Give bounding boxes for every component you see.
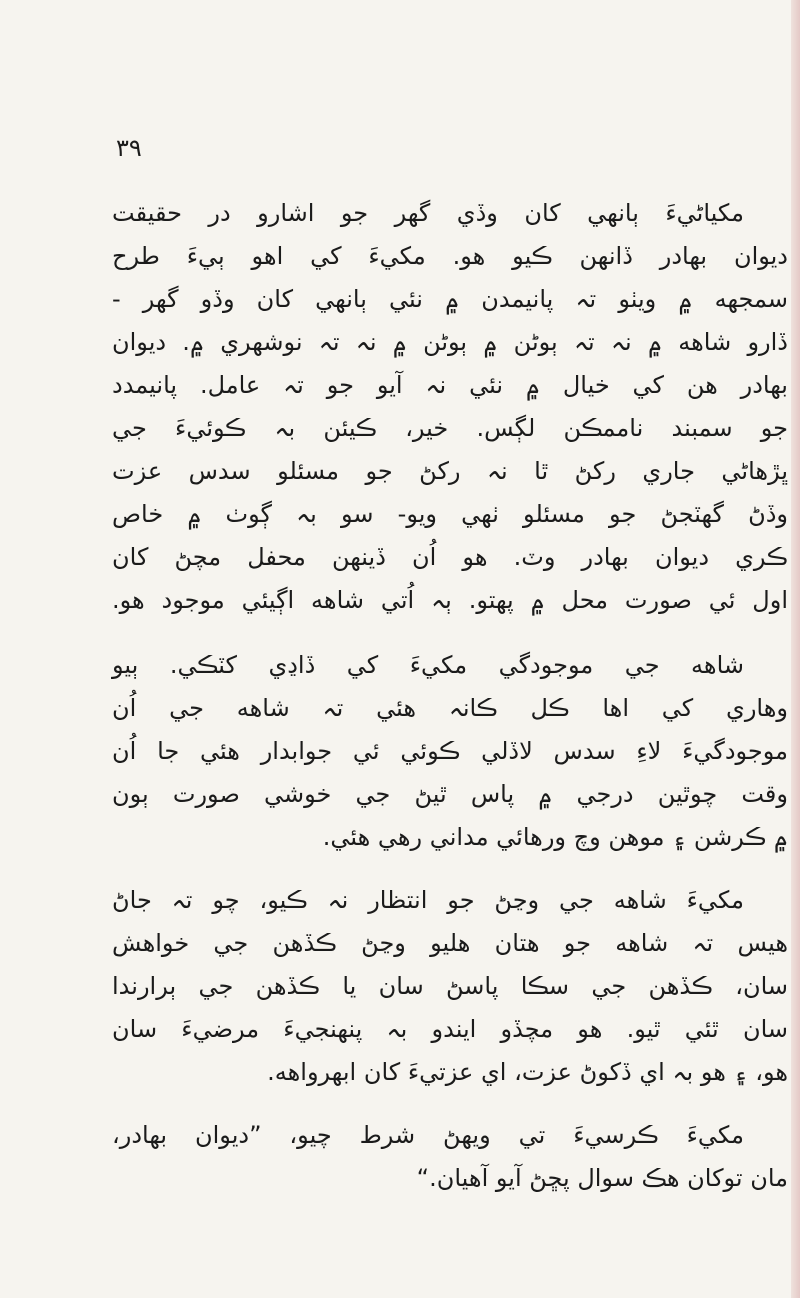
page-edge xyxy=(791,0,800,1298)
text-line: ڏارو شاهه ۾ نہ تہ ٻوڻن ۾ ٻوڻن ۾ نہ تہ نوشهري ۾. ديوان xyxy=(112,328,788,356)
text-line: مکيءَ ڪرسيءَ تي ويهڻ شرط چيو، ”ديوان بهادر، xyxy=(112,1121,744,1149)
text-line: هيس تہ شاهه جو هتان هليو وڃڻ ڪڏهن جي خواهش xyxy=(112,929,788,957)
text-line: وڏڻ گهٽجڻ جو مسئلو ٺهي ويو- سو بہ ڳوٺ ۾ خاص xyxy=(112,500,788,528)
text-line: ڪري ديوان بهادر وٽ. هو اُن ڏينهن محفل مچڻ کان xyxy=(112,543,788,571)
paragraph-1 xyxy=(112,192,788,622)
text-line: اول ئي صورت محل ۾ پهتو. ٻہ اُتي شاهه اڳيئي موجود هو. xyxy=(112,586,788,614)
text-line: وقت چوٿين درجي ۾ پاس ٿيڻ جي خوشي صورت ٻون xyxy=(112,780,788,808)
page-number: ٣٩ xyxy=(116,134,142,162)
text-line: ديوان بهادر ڏانهن ڪيو هو. مکيءَ کي اهو ٻيءَ طرح xyxy=(112,242,788,270)
text-line: مکيءَ شاهه جي وڃڻ جو انتظار نہ ڪيو، چو تہ جاڻ xyxy=(112,886,744,914)
text-line: هو، ۽ هو بہ اي ڏکوڻ عزت، اي عزتيءَ کان ابهرواهه. xyxy=(267,1058,788,1086)
text-line: ۾ ڪرشن ۽ موهن وچ ورهائي مداني رهي هئي. xyxy=(322,823,788,851)
text-line: ڀڙهاڻي جاري رکڻ ٿا نہ رکڻ جو مسئلو سدس عزت xyxy=(112,457,788,485)
text-line: موجودگيءَ لاءِ سدس لاڏلي ڪوئي ئي جوابدار هئي جا اُن xyxy=(112,737,788,765)
paragraph-3 xyxy=(112,879,788,1094)
text-line: جو سمبند ناممڪن لڳس. خير، ڪيئن بہ ڪوئيءَ جي xyxy=(112,414,788,442)
paragraph-2 xyxy=(112,644,788,859)
text-line: سمجهه ۾ ويٺو تہ پانيمدن ۾ نئي ٻانهي کان وڏو گهر - xyxy=(112,285,788,313)
text-line: مان توکان هڪ سوال پڇڻ آيو آهيان.“ xyxy=(416,1164,788,1192)
text-line: بهادر هن کي خيال ۾ نئي نہ آيو جو تہ عامل. پانيمدد xyxy=(112,371,788,399)
text-line: سان، ڪڏهن جي سڪا پاسڻ سان يا ڪڏهن جي ٻرارندا xyxy=(112,972,788,1000)
text-line: شاهه جي موجودگي مکيءَ کي ڏاڍي کٽڪي. ٻيو xyxy=(112,651,744,679)
text-line: سان ٿئي ٿيو. هو مچڏو ايندو بہ پنهنجيءَ مرضيءَ سان xyxy=(112,1015,788,1043)
text-line: مکياڻيءَ ٻانهي کان وڏي گهر جو اشارو در حقيقت xyxy=(112,199,744,227)
paragraph-4 xyxy=(112,1114,788,1200)
text-line: وهاري کي اها ڪل ڪانہ هئي تہ شاهه جي اُن xyxy=(112,694,788,722)
